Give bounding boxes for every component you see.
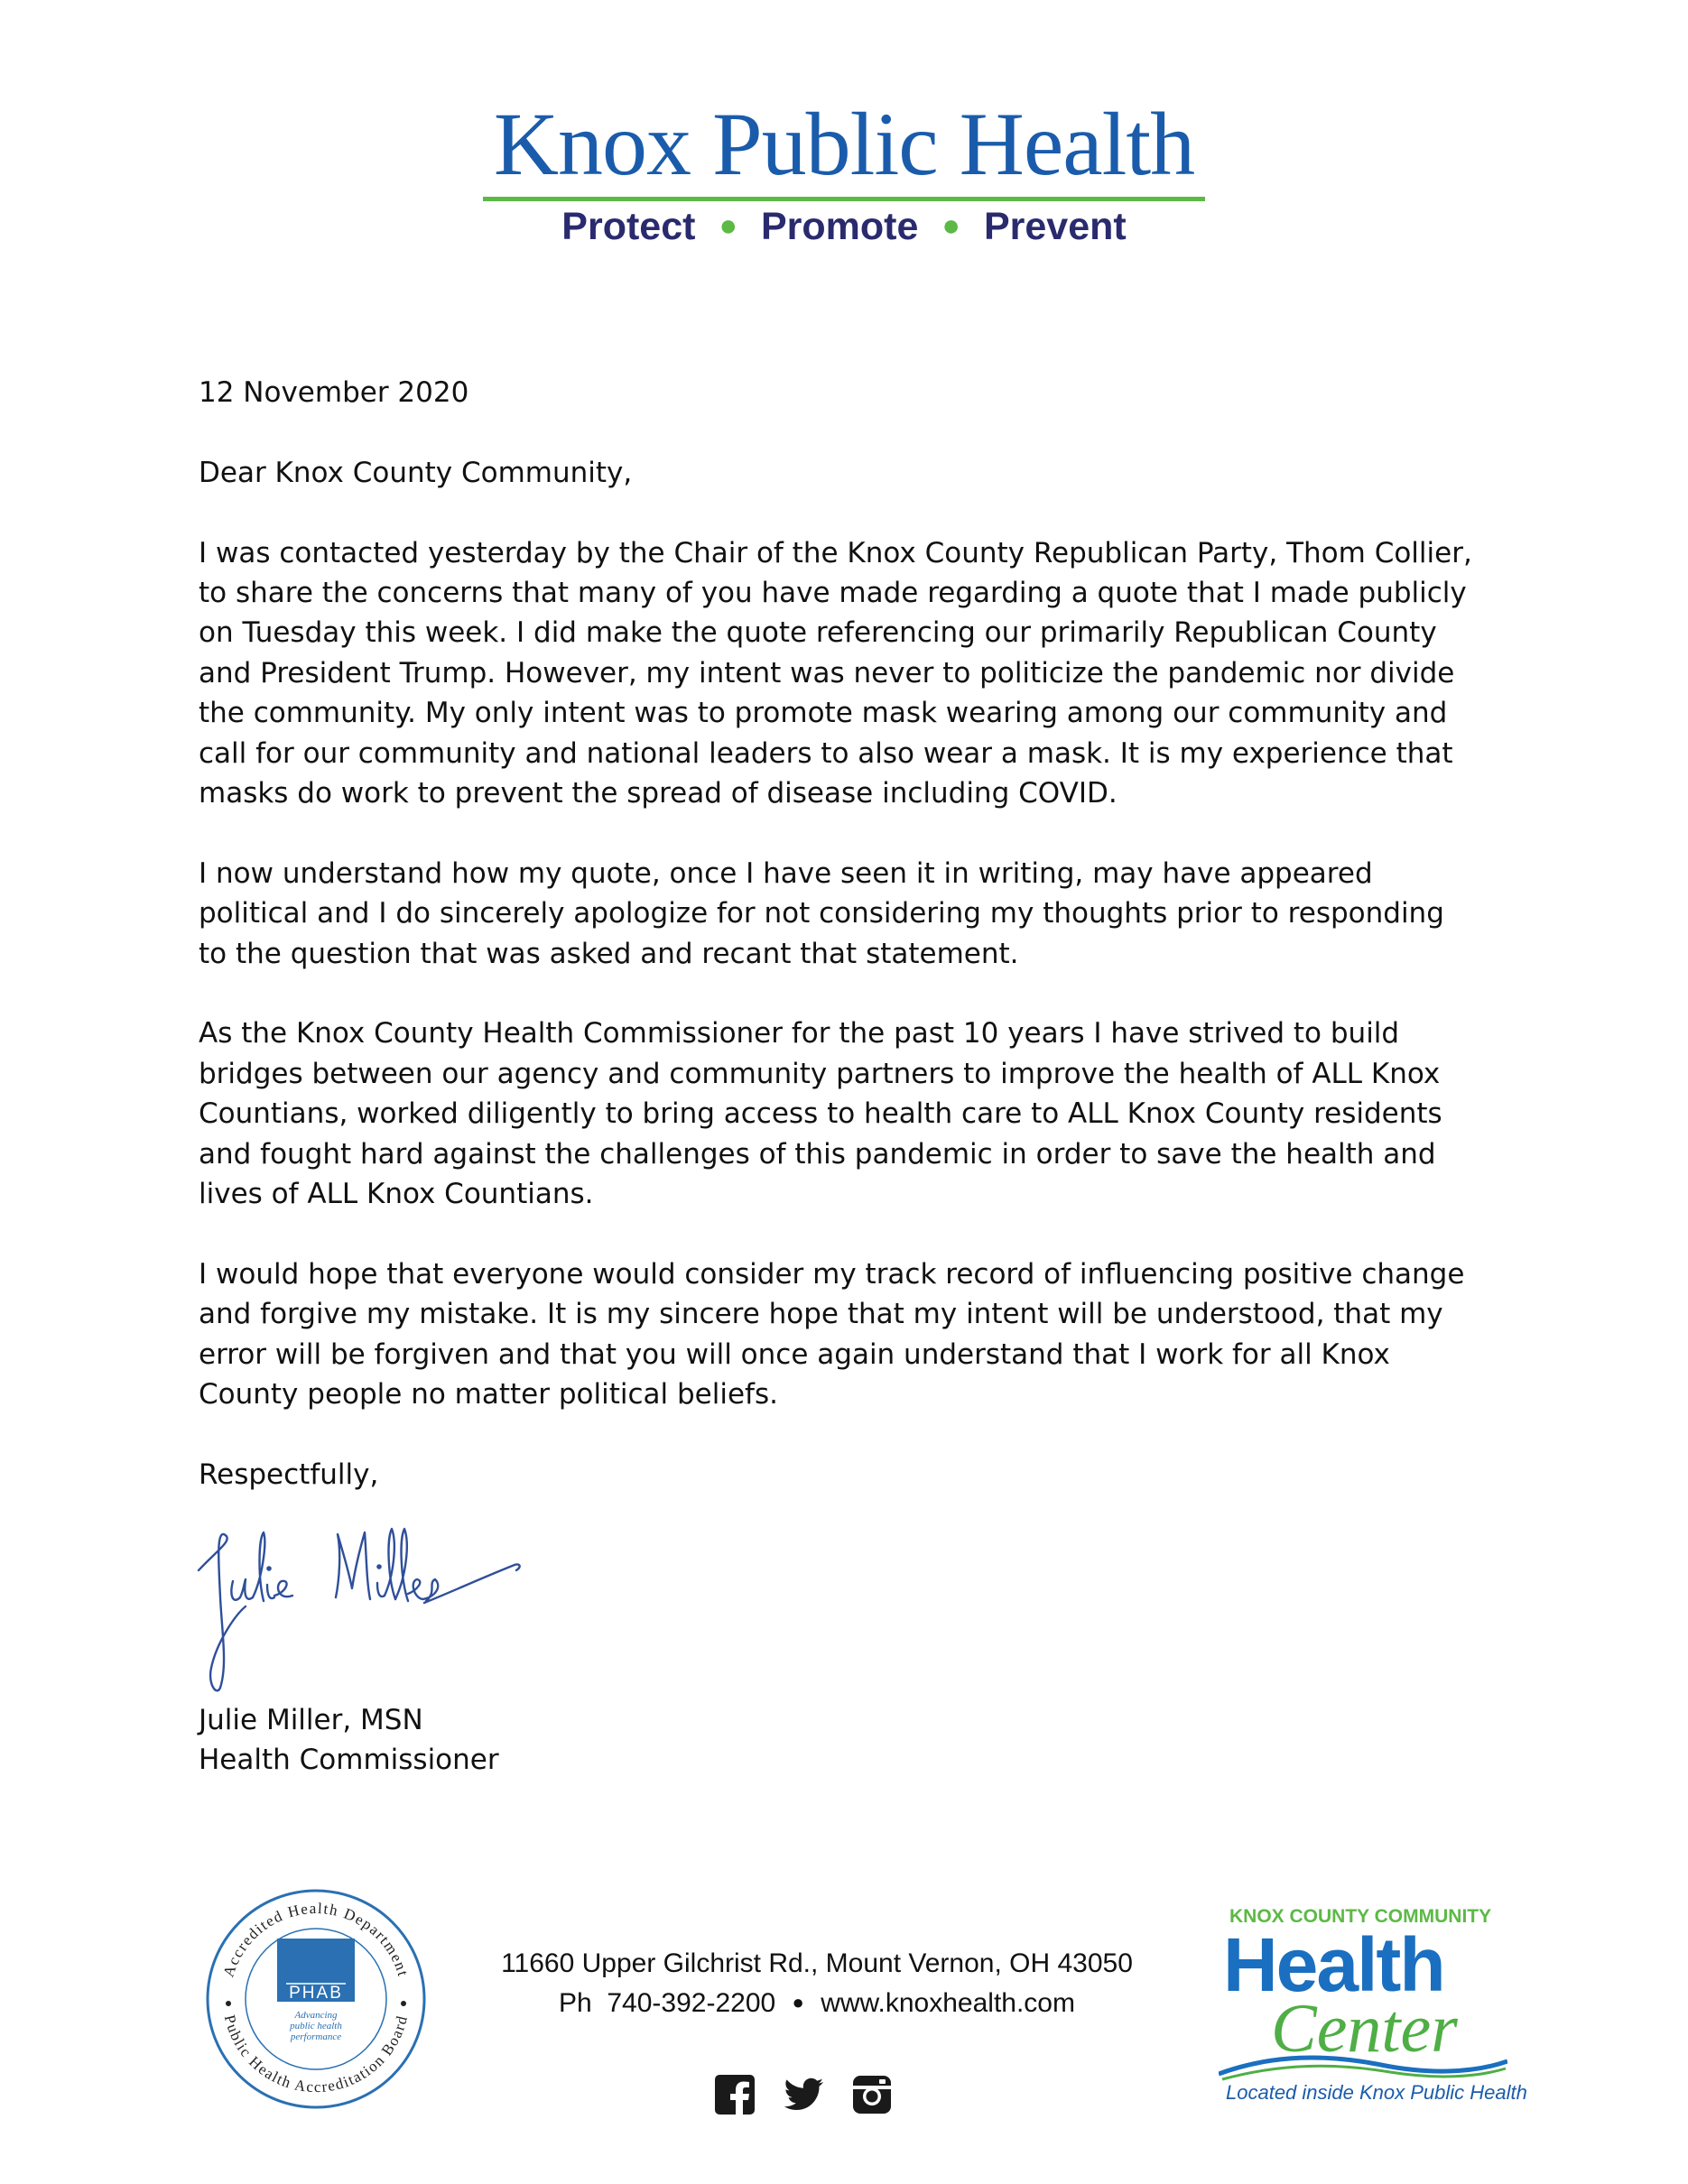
phone-prefix: Ph: [559, 1988, 592, 2018]
letter-paragraph: I now understand how my quote, once I have seen it in writing, may have appeared political and I do sincerely apologize for not considering my thoughts prior to responding to the question that was asked and recant that statement.: [199, 856, 1444, 970]
handwritten-signature: [181, 1507, 542, 1697]
facebook-icon[interactable]: [713, 2073, 756, 2116]
phab-accreditation-seal: [203, 1886, 429, 2112]
health-center-word-health: Health: [1223, 1922, 1444, 2007]
seal-motto-line: public health: [290, 2021, 342, 2031]
signer-name: Julie Miller, MSN: [199, 1704, 423, 1736]
health-center-logo: [1210, 1906, 1527, 2114]
health-center-wave: [1219, 2050, 1507, 2081]
health-center-word-center: Center: [1271, 1991, 1458, 2067]
signer-block: [199, 1700, 499, 1781]
seal-motto-line: Advancing: [294, 2010, 338, 2021]
twitter-icon[interactable]: [782, 2073, 825, 2116]
instagram-icon[interactable]: [850, 2073, 894, 2116]
letter-closing: Respectfully,: [199, 1458, 379, 1491]
seal-acronym: PHAB: [289, 1984, 343, 2003]
social-links: [713, 2069, 894, 2120]
letter-paragraph: I would hope that everyone would consider my track record of influencing positive change and forgive my mistake. It is my sincere hope that my intent will be understood, that my error will be forgiven and that you will once again understand that I work for all Knox County people no matter political beliefs.: [199, 1257, 1465, 1411]
tagline-dot-icon: ●: [719, 208, 737, 243]
letterhead: [0, 94, 1688, 253]
letter-paragraph: As the Knox County Health Commissioner for the past 10 years I have strived to build bridges between our agency and community partners to improve the health of ALL Knox Countians, worked diligently to bring access to health care to ALL Knox County residents and fought hard against the challenges of this pandemic in order to save the health and lives of ALL Knox Countians.: [199, 1017, 1442, 1211]
letter-date: 12 November 2020: [199, 376, 469, 409]
phone-web-line: [487, 1984, 1146, 2025]
contact-block: [487, 1944, 1146, 2025]
health-center-bottom-line: Located inside Knox Public Health: [1226, 2081, 1527, 2104]
street-address: 11660 Upper Gilchrist Rd., Mount Vernon, OH 43050: [501, 1948, 1133, 1978]
website-link[interactable]: www.knoxhealth.com: [821, 1988, 1075, 2018]
seal-motto-line: performance: [290, 2031, 342, 2042]
tagline-promote: Promote: [760, 205, 919, 248]
tagline-prevent: Prevent: [983, 205, 1127, 248]
seal-ring-top-text: Accredited Health Department: [219, 1899, 413, 1979]
phone-number: 740-392-2200: [607, 1988, 776, 2018]
separator-dot: ●: [792, 1991, 804, 2013]
tagline-dot-icon: ●: [941, 208, 960, 243]
signer-title: Health Commissioner: [199, 1744, 499, 1777]
letter-salutation: Dear Knox County Community,: [199, 456, 633, 489]
letter-body: [199, 373, 1480, 1495]
seal-ring-bottom-text: Public Health Accreditation Board: [220, 2013, 412, 2096]
letter-paragraph: I was contacted yesterday by the Chair of the Knox County Republican Party, Thom Collier, to share the concerns that many of you have made regarding a quote that I made publicly on Tuesday this week. I did make the quote referencing our primarily Republican County and President Trump. However, my intent was never to politicize the pandemic nor divide the community. My only intent was to promote mask wearing among our community and call for our community and national leaders to also wear a mask. It is my experience that masks do work to prevent the spread of disease including COVID.: [199, 536, 1472, 810]
health-center-top-line: KNOX COUNTY COMMUNITY: [1229, 1906, 1492, 1927]
logo-underline: [483, 197, 1205, 201]
tagline-protect: Protect: [561, 205, 696, 248]
org-name-logo: Knox Public Health: [493, 94, 1195, 194]
tagline: [0, 203, 1688, 253]
